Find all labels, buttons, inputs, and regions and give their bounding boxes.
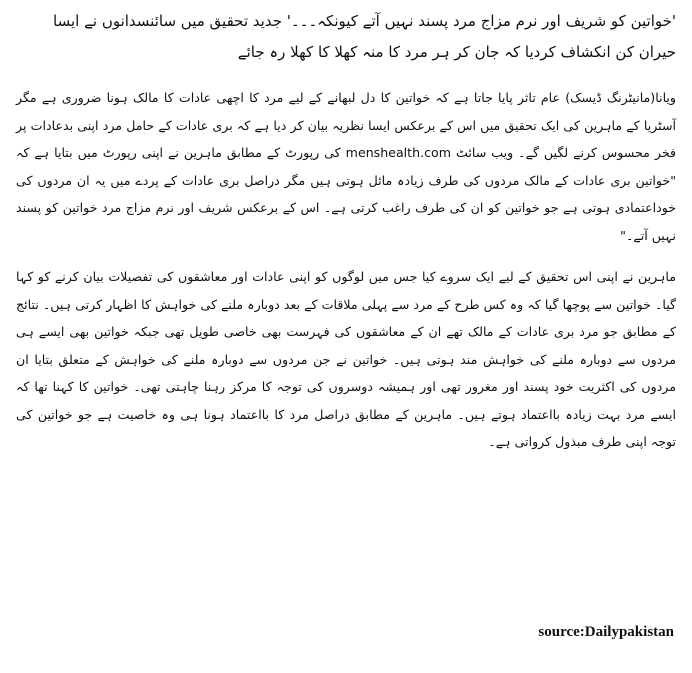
article-paragraph-2: ماہرین نے اپنی اس تحقیق کے لیے ایک سروے کیا جس میں لوگوں کو اپنی عادات اور معاشقوں کی تفصیلات بیان کرنے کو کہا گیا۔ خواتین سے پوچھا گیا کہ وہ کس طرح کے مرد سے پہلی ملاقات کے بعد دوبارہ ملنے کی خواہش کا اظہار کرتی ہیں۔ نتائج کے مطابق جو مرد بری عادات کے مالک تھے ان کے معاشقوں کی فہرست بھی خاصی طویل تھی جبکہ خواتین بھی ایسے ہی مردوں سے دوبارہ ملنے کی خواہش مند ہوتی ہیں۔ خواتین نے جن مردوں سے دوبارہ ملنے کی خواہش کے متعلق بتایا ان مردوں کی اکثریت خود پسند اور مغرور تھی اور ہمیشہ دوسروں کی توجہ کا مرکز رہنا چاہتی تھی۔ خواتین کا کہنا تھا کہ ایسے مرد بہت زیادہ بااعتماد ہوتے ہیں۔ ماہرین کے مطابق دراصل مرد کا بااعتماد ہونا ہی وہ خاصیت ہے جو خواتین کی توجہ اپنی طرف مبذول کرواتی ہے۔ (16, 269, 676, 449)
article-paragraph-1: ویانا(مانیٹرنگ ڈیسک) عام تاثر پایا جاتا ہے کہ خواتین کا دل لبھانے کے لیے مرد کا اچھی عادات کا مالک ہونا ضروری ہے مگر آسٹریا کے ماہرین کی ایک تحقیق میں اس کے برعکس ایسا نظریہ بیان کر دیا ہے کہ بری عادات کے حامل مرد اپنی بدعادات پر فخر محسوس کرنے لگیں گے۔ ویب سائٹ menshealth.com کی رپورٹ کے مطابق ماہرین نے اپنی رپورٹ میں بتایا ہے کہ "خواتین بری عادات کے مالک مردوں کی طرف زیادہ مائل ہوتی ہیں مگر دراصل بری عادات کے پردے میں یہ ان مردوں کی خوداعتمادی ہوتی ہے جو خواتین کو ان کی طرف راغب کرتی ہے۔ اس کے برعکس شریف اور نرم مزاج مرد خواتین کو پسند نہیں آتے۔" (16, 90, 676, 243)
source-credit: source:Dailypakistan (538, 624, 674, 640)
article-title: 'خواتین کو شریف اور نرم مزاج مرد پسند نہیں آتے کیونکہ۔۔۔' جدید تحقیق میں سائنسدانوں نے ایسا حیران کن انکشاف کردیا کہ جان کر ہر مرد کا منہ کھلا کا کھلا رہ جائے (53, 12, 676, 61)
